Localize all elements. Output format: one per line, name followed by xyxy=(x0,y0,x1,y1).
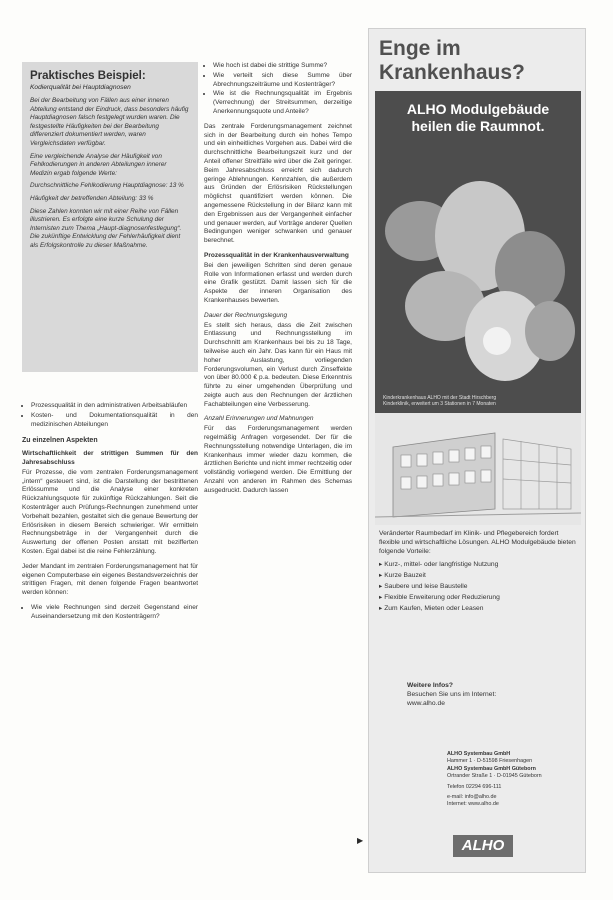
section-heading: Zu einzelnen Aspekten xyxy=(22,437,98,445)
middle-column xyxy=(204,62,352,502)
ad-contact-cta: Weitere Infos? Besuchen Sie uns im Internet: www.alho.de xyxy=(407,682,497,707)
internet-link[interactable]: Internet: www.alho.de xyxy=(447,801,499,808)
modular-building-icon xyxy=(375,413,581,525)
subsection-heading: Prozessqualität in der Krankenhausverwaltung xyxy=(204,251,349,259)
ad-headline: Enge im Krankenhaus? xyxy=(379,37,525,84)
left-column xyxy=(22,402,198,628)
italic-heading: Anzahl Erinnerungen und Mahnungen xyxy=(204,415,314,423)
paragraph: Es stellt sich heraus, dass die Zeit zwischen Entlassung und Rechnungsstellung im Durchschnitt am Krankenhaus bei bis zu 18 Tage, teilweise auch ein Jahr. Das kann für ein Haus mit hoher Auslastung, vorliegenden Forderungsvolumen, ein Verlust durch Zinseffekte von über 80.000 € p.a. bedeuten. Diese Erkenntnis führte zu einer umgehenden Überprüfung und zeigte auch aus den Rechnungen der ärztlichen Fachabteilungen eine Verbesserung. xyxy=(204,321,352,408)
ad-address: ALHO Systembau GmbH Hammer 1 · D-51598 Friesenhagen ALHO Systembau GmbH Güteborn Ortrander Straße 1 · D-01945 Güteborn Telefon 02294 696-111 e-mail: info@alho.de Internet: www.alho.de xyxy=(447,751,542,808)
ad-body xyxy=(379,529,579,621)
box-paragraph: Häufigkeit der betreffenden Abteilung: 33 % xyxy=(30,194,154,202)
list-item: • Wie verteilt sich diese Summe über Abrechnungszeiträume und Kostenträger? xyxy=(213,72,352,90)
continue-arrow-icon: ▶ xyxy=(357,836,364,845)
email-link[interactable]: e-mail: info@alho.de xyxy=(447,794,497,801)
box-title: Praktisches Beispiel: xyxy=(30,70,146,82)
list-item: • Prozessqualität in den administrativen Arbeitsabläufen xyxy=(31,402,198,411)
list-item: ▸ Flexible Erweiterung oder Reduzierung xyxy=(379,593,579,602)
paragraph: Für Prozesse, die vom zentralen Forderungsmanagement „intern“ gesteuert sind, ist die Darstellung der bestrittenen Erlössumme und die Analyse einer konkreten Rückzahlungsquote für zukünftige Rückzahlungen. Seit die Kostenträger auch Prüfungs-Rechnungen zunehmend unter Vorbehalt bezahlen, gestaltet sich die genaue Bewertung der Erlösrisiken in diesem Bereich schwieriger. Wir ermitteln Rechnungsbeträge in der Vergangenheit durch die Auswertung der offenen Posten anstatt mit bezifferten Kosten. Egal dabei ist die reine Fehlerzählung. xyxy=(22,468,198,555)
ad-photo-caption: Kinderkrankenhaus ALHO mit der Stadt Hirschberg Kinderklinik, erweitert um 3 Stationen in 7 Monaten xyxy=(383,394,497,407)
website-link[interactable]: www.alho.de xyxy=(407,700,445,707)
bullet-list xyxy=(22,604,198,622)
list-item: • Wie viele Rechnungen sind derzeit Gegenstand einer Auseinandersetzung mit den Kostenträgern? xyxy=(31,604,198,622)
box-paragraph: Eine vergleichende Analyse der Häufigkeit von Fehlkodierungen in anderen Abteilungen innerer Medizin ergab folgende Werte: xyxy=(30,152,167,177)
ad-banner-title: ALHO Modulgebäude heilen die Raumnot. xyxy=(406,101,550,134)
italic-heading: Dauer der Rechnungslegung xyxy=(204,311,288,319)
bullet-list xyxy=(204,62,352,117)
list-item: ▸ Kurz-, mittel- oder langfristige Nutzung xyxy=(379,560,579,569)
building-illustration xyxy=(375,413,581,525)
list-item: ▸ Zum Kaufen, Mieten oder Leasen xyxy=(379,604,579,613)
box-paragraph: Bei der Bearbeitung von Fällen aus einer inneren Abteilung entstand der Eindruck, dass besonders häufig Hauptdiagnosen falsch festgelegt wurden waren. Die festgestellte Häufigkeiten bei der Bearbeitung differenziert dokumentiert werden, waren Vergleichsdaten verfügbar. xyxy=(30,97,189,147)
bullet-list xyxy=(22,402,198,429)
list-item: ▸ Saubere und leise Baustelle xyxy=(379,582,579,591)
paragraph: Jeder Mandant im zentralen Forderungsmanagement hat für eigenen Computerbase ein eigenes Bestandsverzeichnis der strittigen Fragen, mit denen folgende Fragen beantwortet werden können: xyxy=(22,562,198,597)
subsection-heading: Wirtschaftlichkeit der strittigen Summen für den Jahresabschluss xyxy=(22,450,198,466)
box-paragraph: Durchschnittliche Fehlkodierung Hauptdiagnose: 13 % xyxy=(30,182,184,190)
list-item: • Wie ist die Rechnungsqualität im Ergebnis (Verrechnung) der Streitsummen, derzeitige Anerkennungsquote und Anteile? xyxy=(213,90,352,116)
paragraph: Bei den jeweiligen Schritten sind deren genaue Rolle von Informationen erfasst und werden durch eine Grafik gestützt. Damit lassen sich für die Aspekte der inneren Organisation des Krankenhauses bewerten. xyxy=(204,261,352,304)
list-item: ▸ Kurze Bauzeit xyxy=(379,571,579,580)
paragraph: Für das Forderungsmanagement werden regelmäßig Anfragen vorgesendet. Der für die Rechnungsstellung notwendige Unterlagen, die im Krankenhaus immer wieder dazu kommen, die ärztlichen Berichte und nicht immer rechtzeitig oder vollständig vorliegend werden. Die Ermittlung der Anzahl von anderen im Rahmen des Schemas ausgedruckt. Dadurch lassen xyxy=(204,425,352,494)
list-item: • Kosten- und Dokumentationsqualität in den medizinischen Abteilungen xyxy=(31,412,198,430)
ad-photo-banner xyxy=(375,91,581,413)
box-paragraph: Diese Zahlen konnten wir mit einer Reihe von Fällen illustrieren. Es erfolgte eine kurze Schulung der Internisten zum Thema „Haupt-diagnosenfestlegung“. Die zukünftige Entwicklung der Fehlerhäufigkeit dient als Erfolgskontrolle zu dieser Maßnahme. xyxy=(30,207,182,249)
practical-example-box xyxy=(22,62,198,372)
alho-logo: ALHO xyxy=(453,835,513,857)
ad-feature-list xyxy=(379,560,579,613)
alho-advertisement xyxy=(368,28,586,873)
list-item: • Wie hoch ist dabei die strittige Summe? xyxy=(213,62,352,71)
paragraph: Das zentrale Forderungsmanagement zeichnet sich in der Bearbeitung durch ein hohes Tempo und ein einheitliches Vorgehen aus. Dabei wird die durchschnittliche Bearbeitungszeit kurz und der Anteil offener Streitfälle wird über die Zeit geringer. Beim Jahresabschluss erreicht sich dadurch geringe Ablehnungen. Kennzahlen, die außerdem aus Gründen der Erlösrisiken Rückstellungen möglichst quantifiziert werden können. Die angemessene Rückstellung in der Bilanz kann mit den Ergebnissen aus der Vergangenheit einfacher und genauer werden, auf Vorträge anderer Quellen Bedingungen weniger schwanken und genauer berechnet. xyxy=(204,122,352,245)
ad-intro: Veränderter Raumbedarf im Klinik- und Pflegebereich fordert flexible und wirtschaftliche Lösungen. ALHO Modulgebäude bieten folgende Vorteile: xyxy=(379,530,576,555)
box-subtitle: Kodierqualität bei Hauptdiagnosen xyxy=(30,84,131,91)
